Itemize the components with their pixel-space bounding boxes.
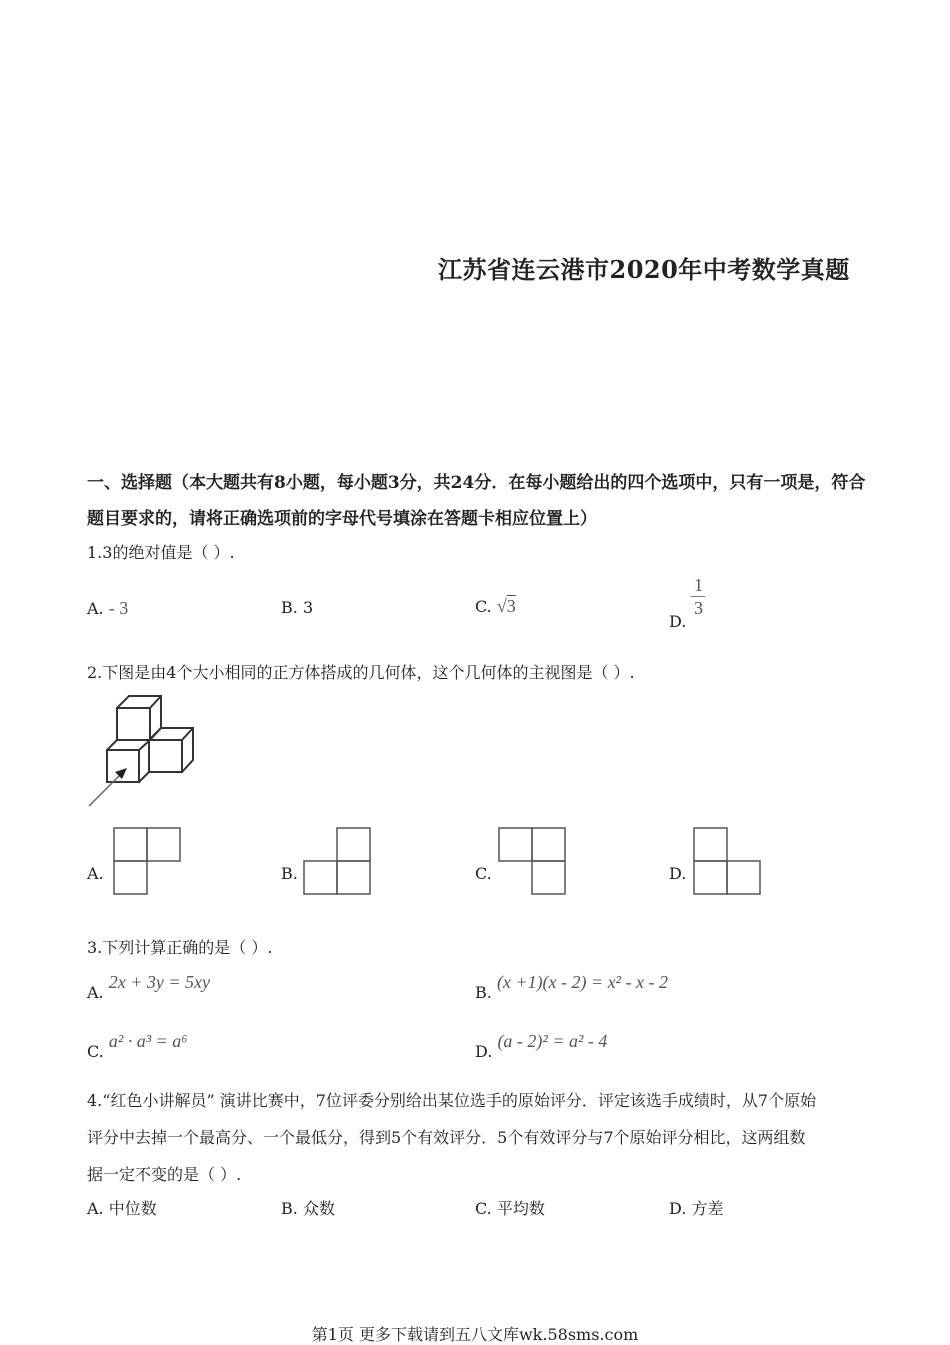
- q1-option-c[interactable]: [475, 596, 516, 617]
- q2-option-b-figure: [302, 826, 372, 896]
- q1-option-d[interactable]: [669, 574, 705, 631]
- option-label: B.: [475, 983, 492, 1002]
- cube-solid-figure: [85, 690, 200, 810]
- q1-option-a[interactable]: [87, 598, 128, 619]
- option-value: - 3: [108, 598, 129, 618]
- question-4-stem-line-1: 4.“红色小讲解员” 演讲比赛中，7位评委分别给出某位选手的原始评分．评定该选手成绩时，从7个原始: [87, 1091, 817, 1110]
- option-value: 方差: [691, 1199, 724, 1218]
- q2-option-c[interactable]: [475, 864, 492, 883]
- q3-option-b[interactable]: [475, 972, 669, 1002]
- option-label: C.: [475, 597, 492, 616]
- page-footer: 第1页 更多下载请到五八文库wk.58sms.com: [311, 1325, 639, 1344]
- option-label: D.: [669, 864, 687, 883]
- option-label: D.: [669, 612, 687, 631]
- q4-option-c[interactable]: [475, 1196, 545, 1219]
- fraction-numerator: 1: [693, 575, 703, 595]
- option-label: D.: [669, 1199, 687, 1218]
- fraction-denominator: 3: [693, 598, 703, 618]
- question-4-stem-line-3: 据一定不变的是（ ）.: [87, 1165, 242, 1184]
- question-4-stem-line-2: 评分中去掉一个最高分、一个最低分，得到5个有效评分．5个有效评分与7个原始评分相比，这两组数: [87, 1128, 806, 1147]
- q2-option-d-figure: [692, 826, 762, 896]
- q2-option-b[interactable]: [281, 864, 298, 883]
- fraction: [691, 574, 705, 619]
- q4-option-b[interactable]: [281, 1196, 335, 1219]
- option-label: A.: [87, 983, 104, 1002]
- option-label: A.: [87, 864, 104, 883]
- q2-option-a[interactable]: [87, 864, 104, 883]
- question-1-stem: 1.3的绝对值是（ ）.: [87, 543, 235, 562]
- option-label: C.: [87, 1042, 104, 1061]
- section-heading: 一、选择题（本大题共有8小题，每小题3分，共24分．在每小题给出的四个选项中，只有一项是，符合题目要求的，请将正确选项前的字母代号填涂在答题卡相应位置上）: [87, 473, 866, 529]
- q3-option-c[interactable]: [87, 1031, 188, 1061]
- option-value: a² · a³ = a⁶: [108, 1031, 188, 1051]
- option-label: C.: [475, 1199, 492, 1218]
- option-value: 平均数: [496, 1199, 545, 1218]
- option-label: A.: [87, 1199, 104, 1218]
- sqrt-symbol: √3: [496, 596, 516, 616]
- option-label: A.: [87, 599, 104, 618]
- option-value: 3: [506, 596, 516, 616]
- option-label: D.: [475, 1042, 493, 1061]
- q3-option-a[interactable]: [87, 972, 210, 1002]
- question-2-stem: 2.下图是由4个大小相同的正方体搭成的几何体，这个几何体的主视图是（ ）.: [87, 663, 635, 682]
- option-label: B.: [281, 1199, 298, 1218]
- option-label: B.: [281, 598, 298, 617]
- q2-option-d[interactable]: [669, 864, 686, 883]
- q2-option-a-figure: [112, 826, 182, 896]
- option-value: (a - 2)² = a² - 4: [497, 1031, 608, 1051]
- option-value: 众数: [302, 1199, 335, 1218]
- q1-option-b[interactable]: [281, 598, 313, 617]
- option-value: 3: [302, 598, 314, 617]
- option-label: B.: [281, 864, 298, 883]
- option-label: C.: [475, 864, 492, 883]
- q4-option-d[interactable]: [669, 1196, 723, 1219]
- option-value: 中位数: [108, 1199, 157, 1218]
- question-3-stem: 3.下列计算正确的是（ ）.: [87, 938, 273, 957]
- q2-option-c-figure: [497, 826, 567, 896]
- option-value: 2x + 3y = 5xy: [108, 972, 210, 992]
- option-value: (x +1)(x - 2) = x² - x - 2: [496, 972, 669, 992]
- q3-option-d[interactable]: [475, 1031, 608, 1061]
- page-title: 江苏省连云港市2020年中考数学真题: [438, 255, 850, 284]
- q4-option-a[interactable]: [87, 1196, 157, 1219]
